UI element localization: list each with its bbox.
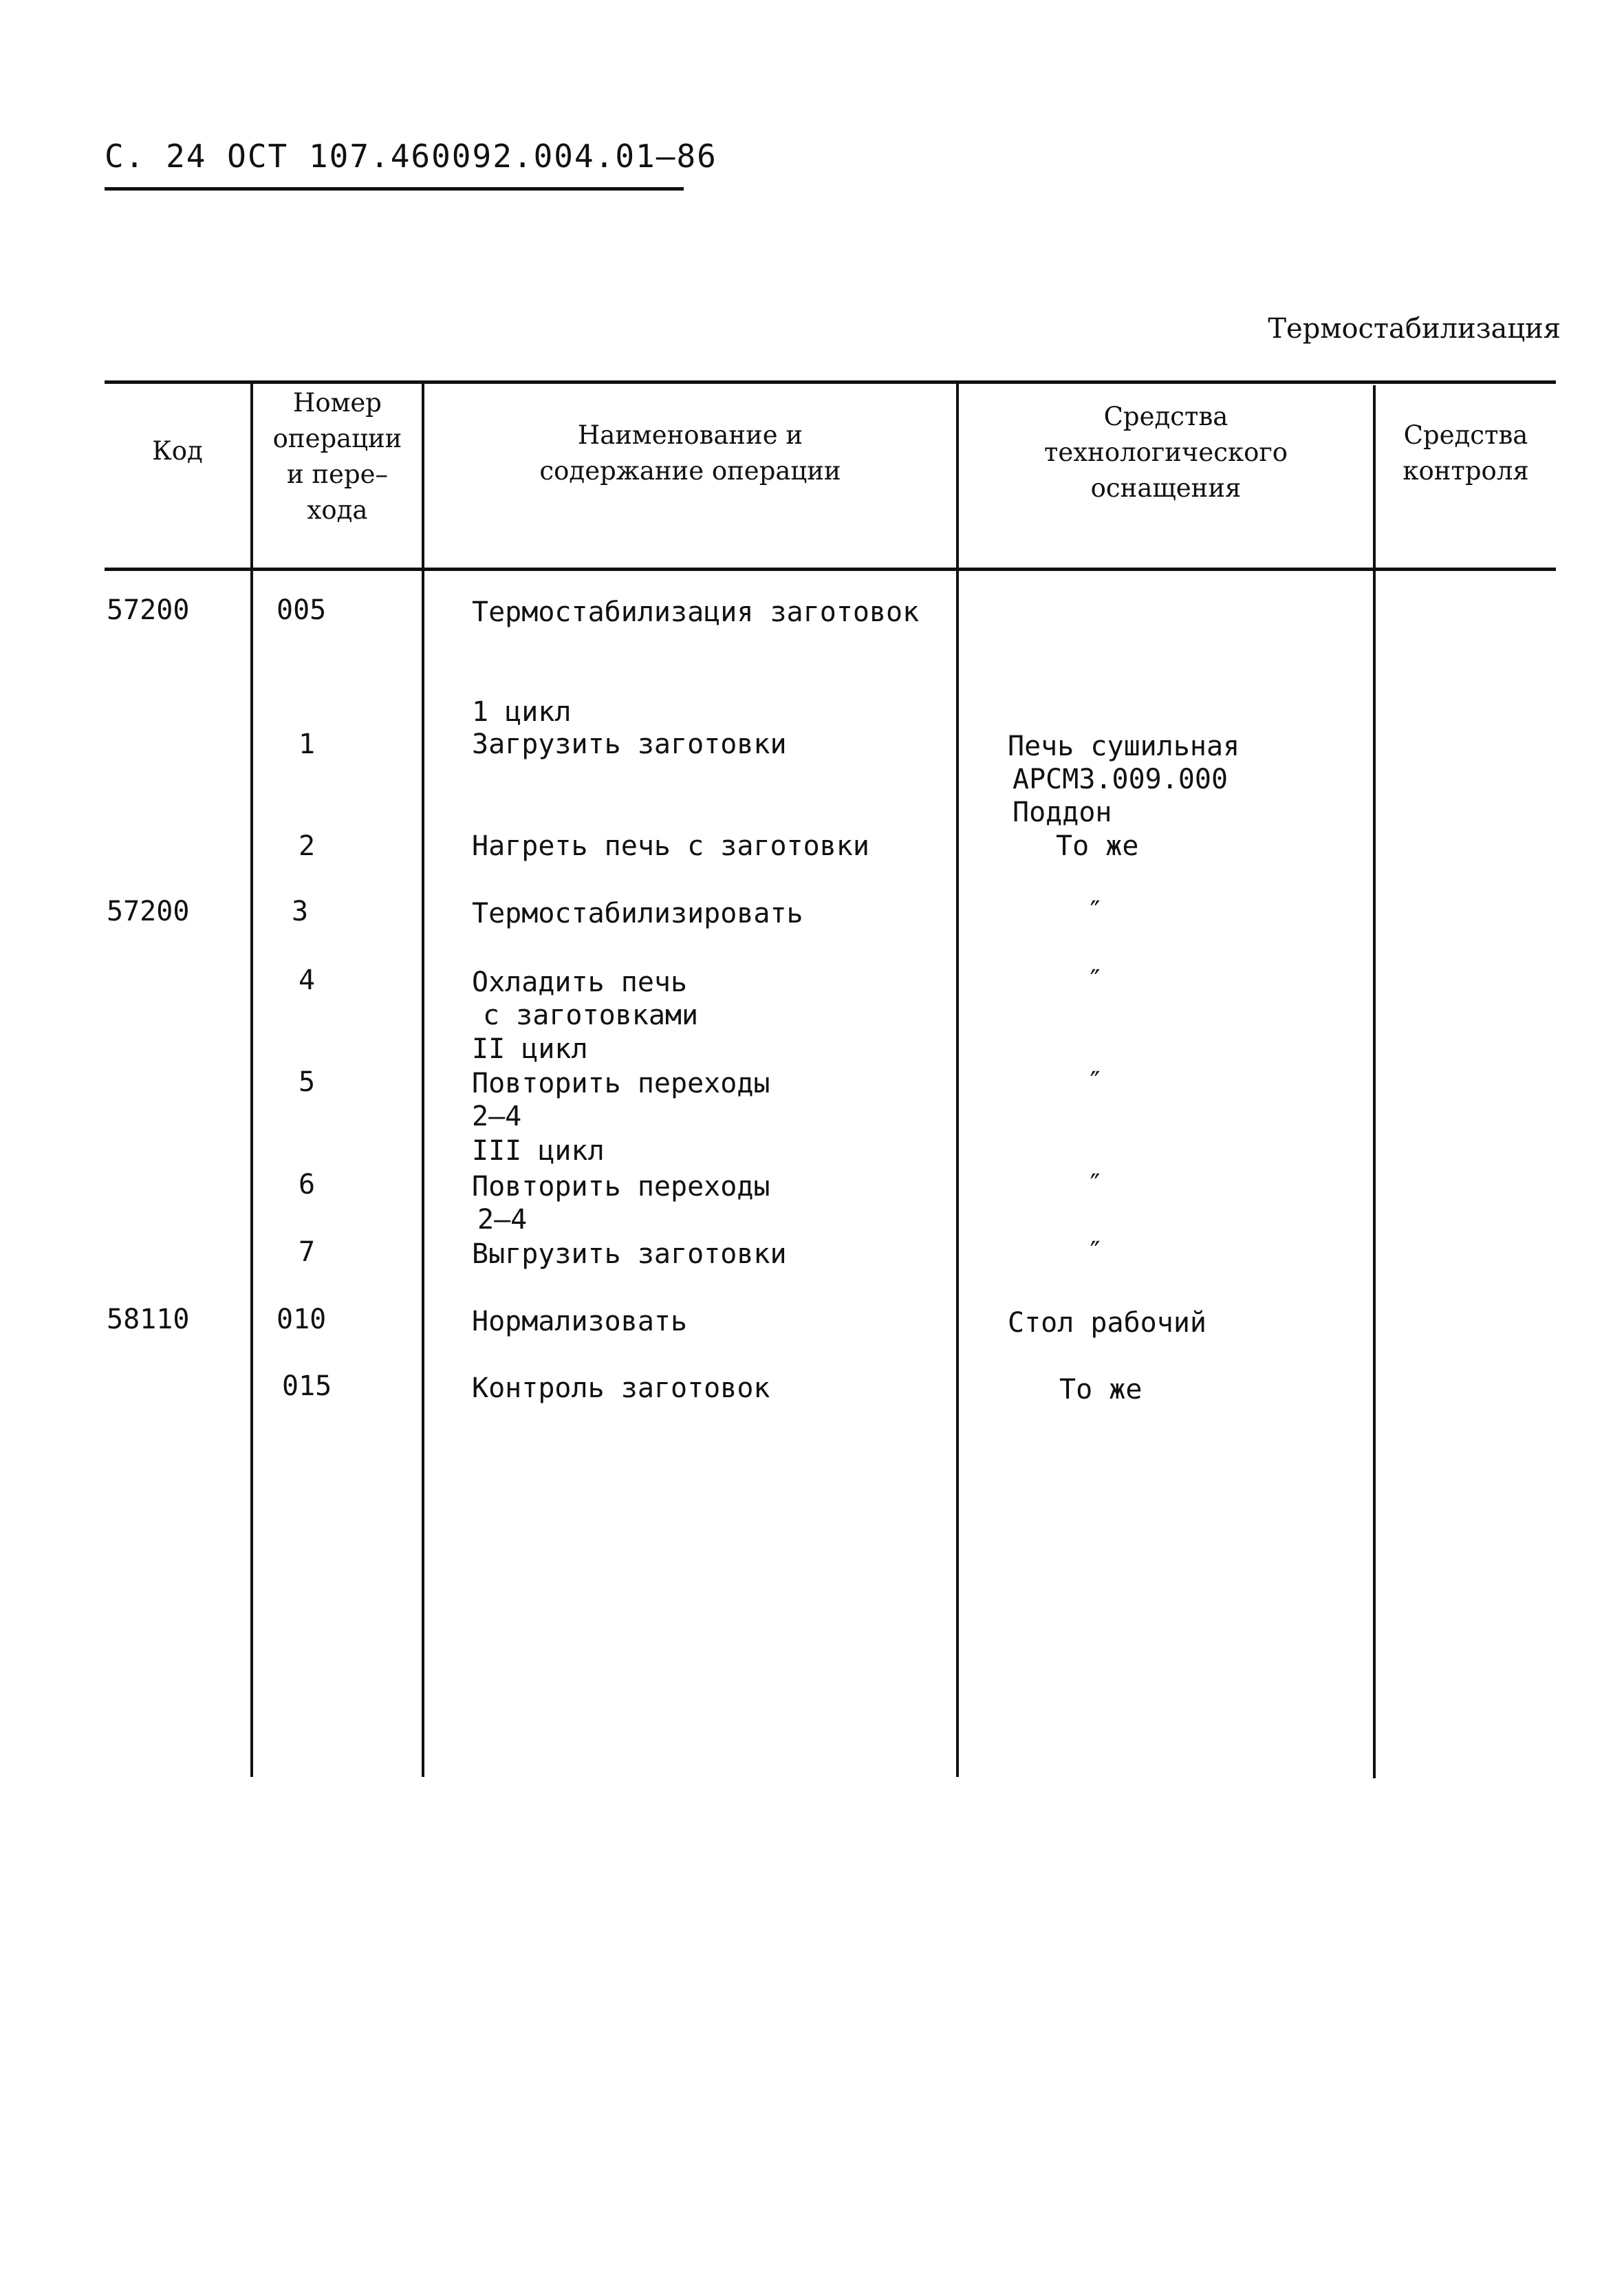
cell-equipment: Поддон [1013, 797, 1112, 828]
cell-op-name: Контроль заготовок [472, 1372, 770, 1404]
cell-op-number: 3 [292, 896, 309, 927]
column-divider-2 [422, 380, 424, 1777]
table-header-bottom-rule [105, 568, 1556, 571]
cell-op-name: Нормализовать [472, 1306, 688, 1337]
cell-equipment-ditto: ″ [1087, 1066, 1104, 1098]
column-divider-3 [956, 380, 959, 1777]
equipment-header-line: технологического [1043, 438, 1288, 467]
cell-equipment: Стол рабочий [1008, 1307, 1206, 1339]
cell-op-number: 010 [277, 1304, 327, 1335]
column-header-code [105, 433, 250, 469]
equipment-header-line: оснащения [1090, 473, 1242, 503]
cell-equipment-ditto: ″ [1087, 1236, 1104, 1268]
cell-op-name: 1 цикл [472, 696, 572, 728]
cell-code: 58110 [107, 1304, 190, 1335]
cell-equipment-ditto: ″ [1087, 964, 1104, 996]
column-header-op-number [253, 385, 422, 528]
cell-code: 57200 [107, 594, 190, 626]
equipment-header-line: Средства [1103, 402, 1228, 431]
control-header-line: контроля [1403, 456, 1529, 486]
document-designation: С. 24 ОСТ 107.460092.004.01–86 [105, 138, 717, 175]
cell-op-name: Выгрузить заготовки [472, 1238, 787, 1270]
control-header-line: Средства [1403, 420, 1528, 450]
cell-op-name: II цикл [472, 1033, 588, 1065]
column-divider-1 [250, 380, 253, 1777]
cell-op-number: 2 [299, 830, 316, 862]
cell-equipment-ditto: ″ [1087, 1169, 1104, 1200]
cell-op-number: 005 [277, 594, 327, 626]
cell-op-name: Термостабилизация заготовок [472, 596, 920, 628]
op-number-header-line: Номер [293, 388, 382, 418]
op-number-header-line: операции [272, 424, 402, 453]
column-header-op-name [424, 418, 956, 489]
cell-op-name: III цикл [472, 1135, 605, 1167]
cell-equipment: То же [1059, 1374, 1143, 1405]
header-underline [105, 187, 684, 191]
section-title: Термостабилизация [1268, 313, 1561, 345]
op-name-header-line: содержание операции [539, 456, 841, 486]
cell-op-name: Загрузить заготовки [472, 729, 787, 760]
code-header-label: Код [152, 436, 203, 466]
cell-op-name: Охладить печь [472, 967, 688, 998]
cell-op-number: 5 [299, 1066, 316, 1098]
column-header-equipment [959, 399, 1373, 506]
op-name-header-line: Наименование и [577, 420, 803, 450]
cell-op-number: 4 [299, 964, 316, 996]
column-divider-4 [1373, 385, 1376, 1778]
cell-op-name: Повторить переходы [472, 1068, 770, 1099]
cell-op-number: 1 [299, 729, 316, 760]
cell-op-number: 015 [282, 1370, 332, 1402]
cell-op-name: 2–4 [472, 1101, 522, 1132]
cell-equipment-ditto: ″ [1087, 896, 1104, 927]
cell-op-name: с заготовками [483, 1000, 699, 1031]
cell-op-name: Нагреть печь с заготовки [472, 830, 869, 862]
column-header-control [1376, 418, 1556, 489]
cell-op-name: Термостабилизировать [472, 898, 803, 929]
table-top-rule [105, 380, 1556, 384]
cell-op-number: 7 [299, 1236, 316, 1268]
cell-op-name: 2–4 [477, 1204, 528, 1236]
cell-equipment: То же [1056, 830, 1139, 862]
cell-op-number: 6 [299, 1169, 316, 1200]
op-number-header-line: и пере– [286, 460, 389, 489]
cell-code: 57200 [107, 896, 190, 927]
op-number-header-line: хода [307, 495, 368, 525]
cell-equipment: АРСМЗ.009.000 [1013, 764, 1228, 795]
cell-equipment: Печь сушильная [1008, 731, 1240, 762]
cell-op-name: Повторить переходы [472, 1171, 770, 1203]
